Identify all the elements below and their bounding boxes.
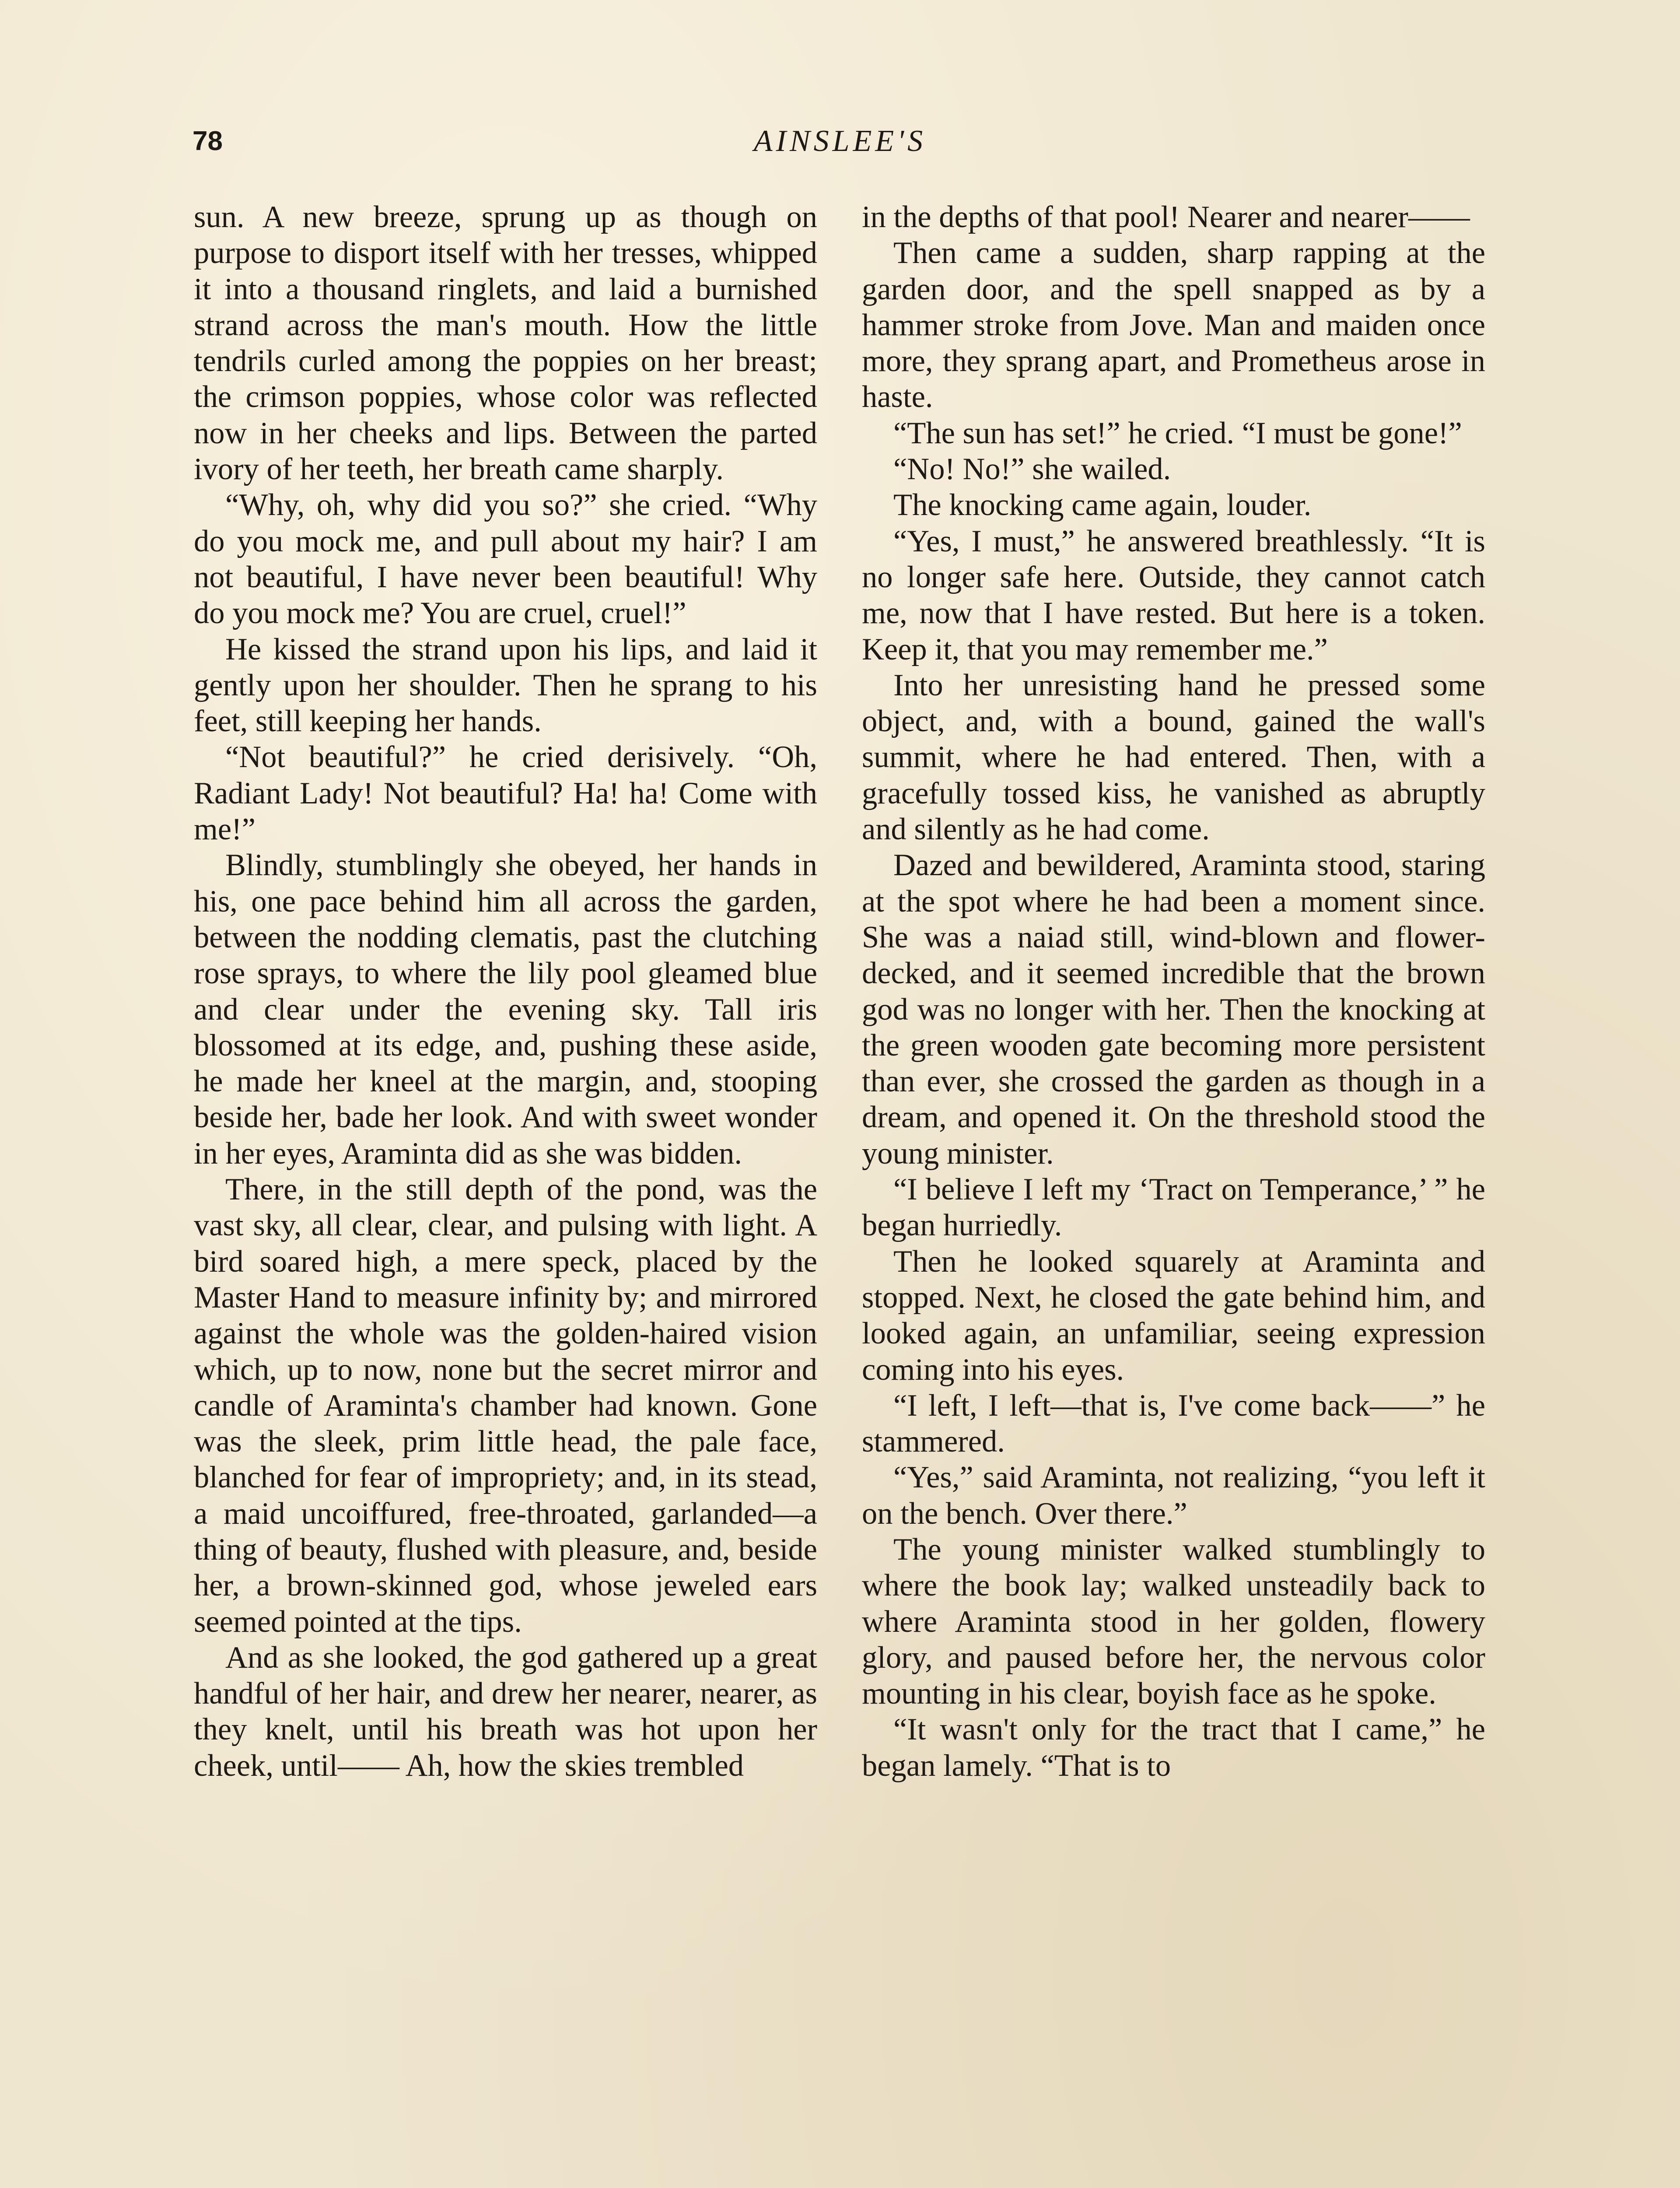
- paragraph: Then he looked squarely at Araminta and stopped. Next, he closed the gate behind him, and looked again, an unfamiliar, seeing expression coming into his eyes.: [862, 1244, 1485, 1387]
- paragraph: There, in the still depth of the pond, was the vast sky, all clear, clear, and pulsing with light. A bird soared high, a mere speck, placed by the Master Hand to measure infinity by; and mirrored against the whole was the golden-haired vision which, up to now, none but the secret mirror and candle of Araminta's chamber had known. Gone was the sleek, prim little head, the pale face, blanched for fear of impropriety; and, in its stead, a maid uncoiffured, free-throated, garlanded—a thing of beauty, flushed with pleasure, and, beside her, a brown-skinned god, whose jeweled ears seemed pointed at the tips.: [194, 1172, 817, 1639]
- page-header: [192, 122, 1488, 170]
- paragraph: “Yes, I must,” he answered breathlessly. “It is no longer safe here. Outside, they cannot catch me, now that I have rested. But here is a token. Keep it, that you may remember me.”: [862, 524, 1485, 666]
- paragraph: Blindly, stumblingly she obeyed, her hands in his, one pace behind him all across the garden, between the nodding clematis, past the clutching rose sprays, to where the lily pool gleamed blue and clear under the evening sky. Tall iris blossomed at its edge, and, pushing these aside, he made her kneel at the margin, and, stooping beside her, bade her look. And with sweet wonder in her eyes, Araminta did as she was bidden.: [194, 848, 817, 1171]
- running-head: AINSLEE'S: [753, 124, 927, 158]
- paragraph: “Yes,” said Araminta, not realizing, “you left it on the bench. Over there.”: [862, 1460, 1485, 1531]
- paragraph: “The sun has set!” he cried. “I must be gone!”: [893, 416, 1462, 450]
- paragraph: Dazed and bewildered, Araminta stood, staring at the spot where he had been a moment since. She was a naiad still, wind-blown and flower-decked, and it seemed incredible that the brown god was no longer with her. Then the knocking at the green wooden gate becoming more persistent than ever, she crossed the garden as though in a dream, and opened it. On the threshold stood the young minister.: [862, 848, 1485, 1171]
- paragraph: “Why, oh, why did you so?” she cried. “Why do you mock me, and pull about my hair? I am not beautiful, I have never been beautiful! Why do you mock me? You are cruel, cruel!”: [194, 488, 817, 631]
- paragraph: “It wasn't only for the tract that I came,” he began lamely. “That is to: [862, 1712, 1485, 1783]
- page-number: 78: [192, 126, 223, 156]
- paragraph: Then came a sudden, sharp rapping at the garden door, and the spell snapped as by a hammer stroke from Jove. Man and maiden once more, they sprang apart, and Prometheus arose in haste.: [862, 236, 1485, 414]
- right-column: [862, 199, 1485, 1784]
- paragraph: “I left, I left—that is, I've come back——” he stammered.: [862, 1388, 1485, 1459]
- paragraph: sun. A new breeze, sprung up as though on purpose to disport itself with her tresses, whipped it into a thousand ringlets, and laid a burnished strand across the man's mouth. How the little tendrils curled among the poppies on her breast; the crimson poppies, whose color was reflected now in her cheeks and lips. Between the parted ivory of her teeth, her breath came sharply.: [194, 200, 817, 487]
- paragraph: “No! No!” she wailed.: [893, 452, 1171, 487]
- left-column: [194, 199, 817, 1784]
- paragraph: The knocking came again, louder.: [893, 488, 1312, 522]
- paragraph: The young minister walked stumblingly to where the book lay; walked unsteadily back to where Araminta stood in her golden, flowery glory, and paused before her, the nervous color mounting in his clear, boyish face as he spoke.: [862, 1532, 1485, 1711]
- paragraph: And as she looked, the god gathered up a great handful of her hair, and drew her nearer, nearer, as they knelt, until his breath was hot upon her cheek, until—— Ah, how the skies trembled: [194, 1640, 817, 1783]
- paragraph: Into her unresisting hand he pressed some object, and, with a bound, gained the wall's summit, where he had entered. Then, with a gracefully tossed kiss, he vanished as abruptly and silently as he had come.: [862, 668, 1485, 847]
- paragraph: He kissed the strand upon his lips, and laid it gently upon her shoulder. Then he sprang to his feet, still keeping her hands.: [194, 632, 817, 739]
- paragraph: in the depths of that pool! Nearer and nearer——: [862, 200, 1470, 234]
- paragraph: “I believe I left my ‘Tract on Temperance,’ ” he began hurriedly.: [862, 1172, 1485, 1243]
- paragraph: “Not beautiful?” he cried derisively. “Oh, Radiant Lady! Not beautiful? Ha! ha! Come with me!”: [194, 740, 817, 847]
